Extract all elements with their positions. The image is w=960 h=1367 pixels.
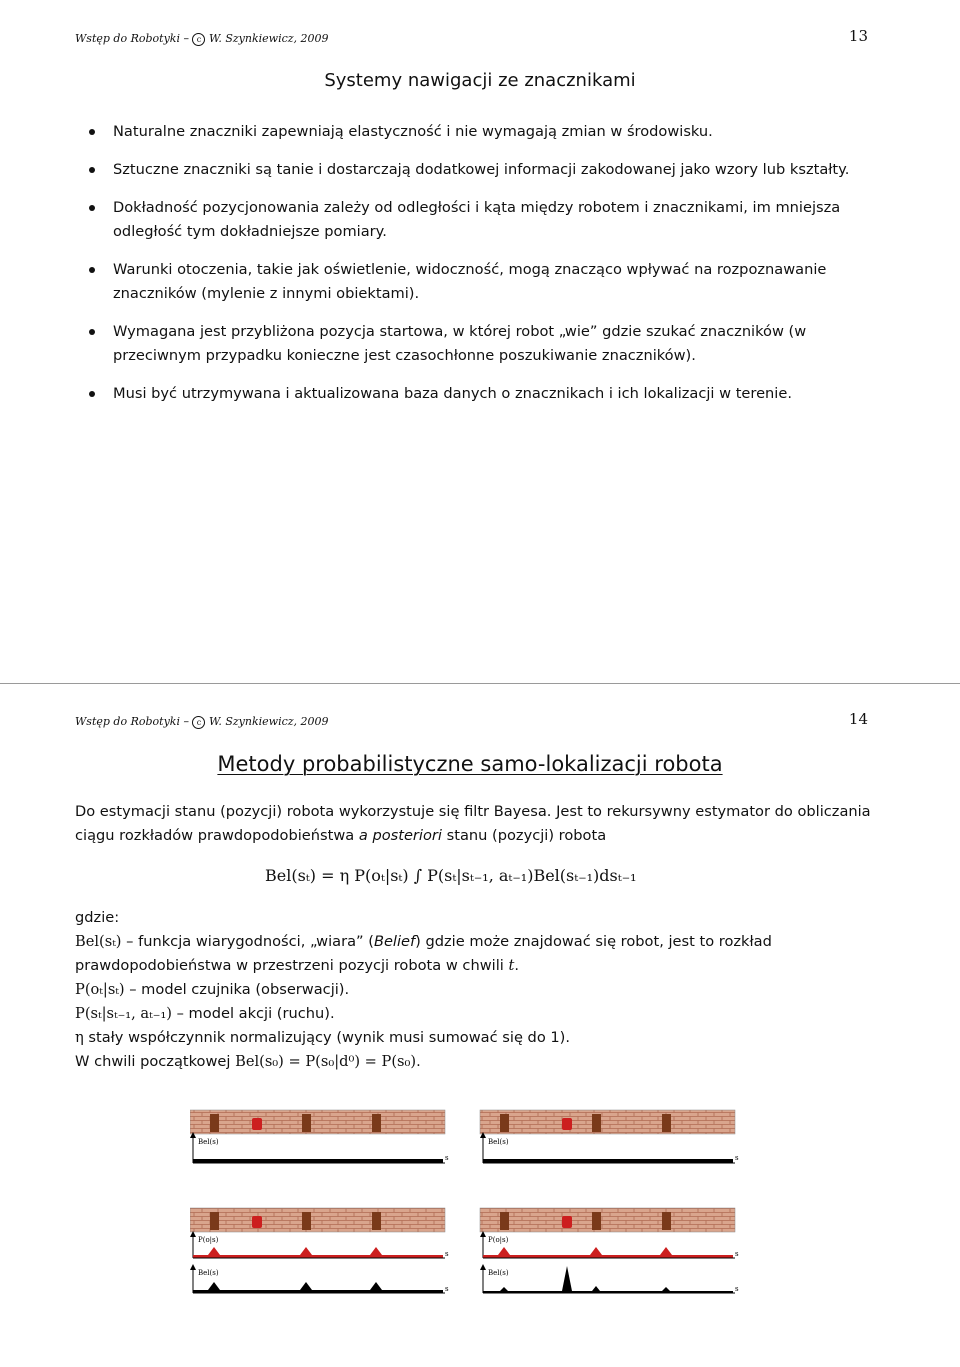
sensor-plot-1: [190, 1231, 449, 1258]
bullet-item: Sztuczne znaczniki są tanie i dostarczają dodatkowej informacji zakodowanej jako wzory lub kształty.: [113, 158, 873, 182]
door-icon: [592, 1212, 601, 1230]
intro-paragraph: [75, 800, 875, 848]
robot-icon: [252, 1118, 262, 1130]
s-axis-label: s: [735, 1154, 739, 1162]
page-header: [75, 710, 868, 729]
definitions: [75, 906, 875, 1074]
wall-panel-3: [190, 1208, 445, 1232]
door-icon: [662, 1212, 671, 1230]
robot-icon: [562, 1216, 572, 1228]
door-icon: [662, 1114, 671, 1132]
page-number: 14: [848, 710, 868, 728]
door-icon: [302, 1114, 311, 1132]
door-icon: [372, 1114, 381, 1132]
header-course: Wstęp do Robotyki –: [75, 32, 189, 45]
bullet-item: Naturalne znaczniki zapewniają elastyczność i nie wymagają zmian w środowisku.: [113, 120, 873, 144]
bel-label: Bel(s): [198, 1269, 219, 1277]
copyright-icon: c: [192, 716, 205, 729]
definition-action-model: P(sₜ|sₜ₋₁, aₜ₋₁) – model akcji (ruchu).: [75, 1005, 335, 1022]
copyright-icon: c: [192, 33, 205, 46]
door-icon: [302, 1212, 311, 1230]
page-number: 13: [848, 27, 868, 45]
s-axis-label: s: [445, 1250, 449, 1258]
intro-text: Do estymacji stanu (pozycji) robota wykorzystuje się filtr Bayesa. Jest to rekursywny estymator do obliczania ciągu rozkładów prawdopodobieństwa: [75, 803, 871, 844]
robot-icon: [252, 1216, 262, 1228]
bullet-item: Wymagana jest przybliżona pozycja startowa, w której robot „wie” gdzie szukać znaczników (w przeciwnym przypadku konieczne jest czasochłonne poszukiwanie znaczników).: [113, 320, 873, 368]
definition-bel: Bel(sₜ) – funkcja wiarygodności, „wiara” (Belief) gdzie może znajdować się robot, jest to rozkład prawdopodobieństwa w przestrzeni pozycji robota w chwili t.: [75, 933, 772, 974]
bullet-item: Warunki otoczenia, takie jak oświetlenie, widoczność, mogą znacząco wpływać na rozpoznawanie znaczników (mylenie z innymi obiektami).: [113, 258, 873, 306]
header-author: W. Szynkiewicz, 2009: [208, 715, 329, 728]
wall-panel-1: [190, 1110, 445, 1134]
robot-icon: [562, 1118, 572, 1130]
bayes-formula: Bel(sₜ) = η P(oₜ|sₜ) ∫ P(sₜ|sₜ₋₁, aₜ₋₁)Bel(sₜ₋₁)dsₜ₋₁: [265, 866, 637, 885]
definition-initial: W chwili początkowej Bel(s₀) = P(s₀|d⁰) = P(s₀).: [75, 1053, 421, 1070]
p-label: P(o|s): [198, 1236, 219, 1244]
door-icon: [210, 1114, 219, 1132]
bel-label: Bel(s): [488, 1269, 509, 1277]
door-icon: [592, 1114, 601, 1132]
s-axis-label: s: [445, 1154, 449, 1162]
bullet-item: Dokładność pozycjonowania zależy od odległości i kąta między robotem i znacznikami, im mniejsza odległość tym dokładniejsze pomiary.: [113, 196, 873, 244]
page-13: [0, 0, 960, 683]
bel-plot-3: [190, 1264, 449, 1293]
page-title: Metody probabilistyczne samo-lokalizacji robota: [217, 752, 723, 776]
page-header: [75, 27, 868, 46]
intro-emphasis: a posteriori: [358, 827, 442, 844]
page-title: Systemy nawigacji ze znacznikami: [324, 70, 636, 91]
gdzie-label: gdzie:: [75, 909, 120, 926]
bullet-list: [113, 120, 873, 420]
door-icon: [500, 1212, 509, 1230]
door-icon: [210, 1212, 219, 1230]
sensor-plot-2: [480, 1231, 739, 1258]
bullet-item: Musi być utrzymywana i aktualizowana baza danych o znacznikach i ich lokalizacji w terenie.: [113, 382, 873, 406]
door-icon: [372, 1212, 381, 1230]
wall-panel-2: [480, 1110, 735, 1134]
header-author: W. Szynkiewicz, 2009: [208, 32, 329, 45]
localization-figure: [190, 1108, 755, 1358]
s-axis-label: s: [735, 1250, 739, 1258]
bel-plot-1: [190, 1132, 449, 1163]
definition-sensor-model: P(oₜ|sₜ) – model czujnika (obserwacji).: [75, 981, 350, 998]
s-axis-label: s: [735, 1285, 739, 1293]
definition-eta: η stały współczynnik normalizujący (wynik musi sumować się do 1).: [75, 1029, 571, 1046]
wall-panel-4: [480, 1208, 735, 1232]
bel-plot-4: [480, 1264, 739, 1293]
bel-plot-2: [480, 1132, 739, 1163]
s-axis-label: s: [445, 1285, 449, 1293]
page-divider: [0, 683, 960, 684]
header-course: Wstęp do Robotyki –: [75, 715, 189, 728]
bel-label: Bel(s): [488, 1138, 509, 1146]
bel-label: Bel(s): [198, 1138, 219, 1146]
door-icon: [500, 1114, 509, 1132]
intro-text-end: stanu (pozycji) robota: [441, 827, 607, 844]
p-label: P(o|s): [488, 1236, 509, 1244]
